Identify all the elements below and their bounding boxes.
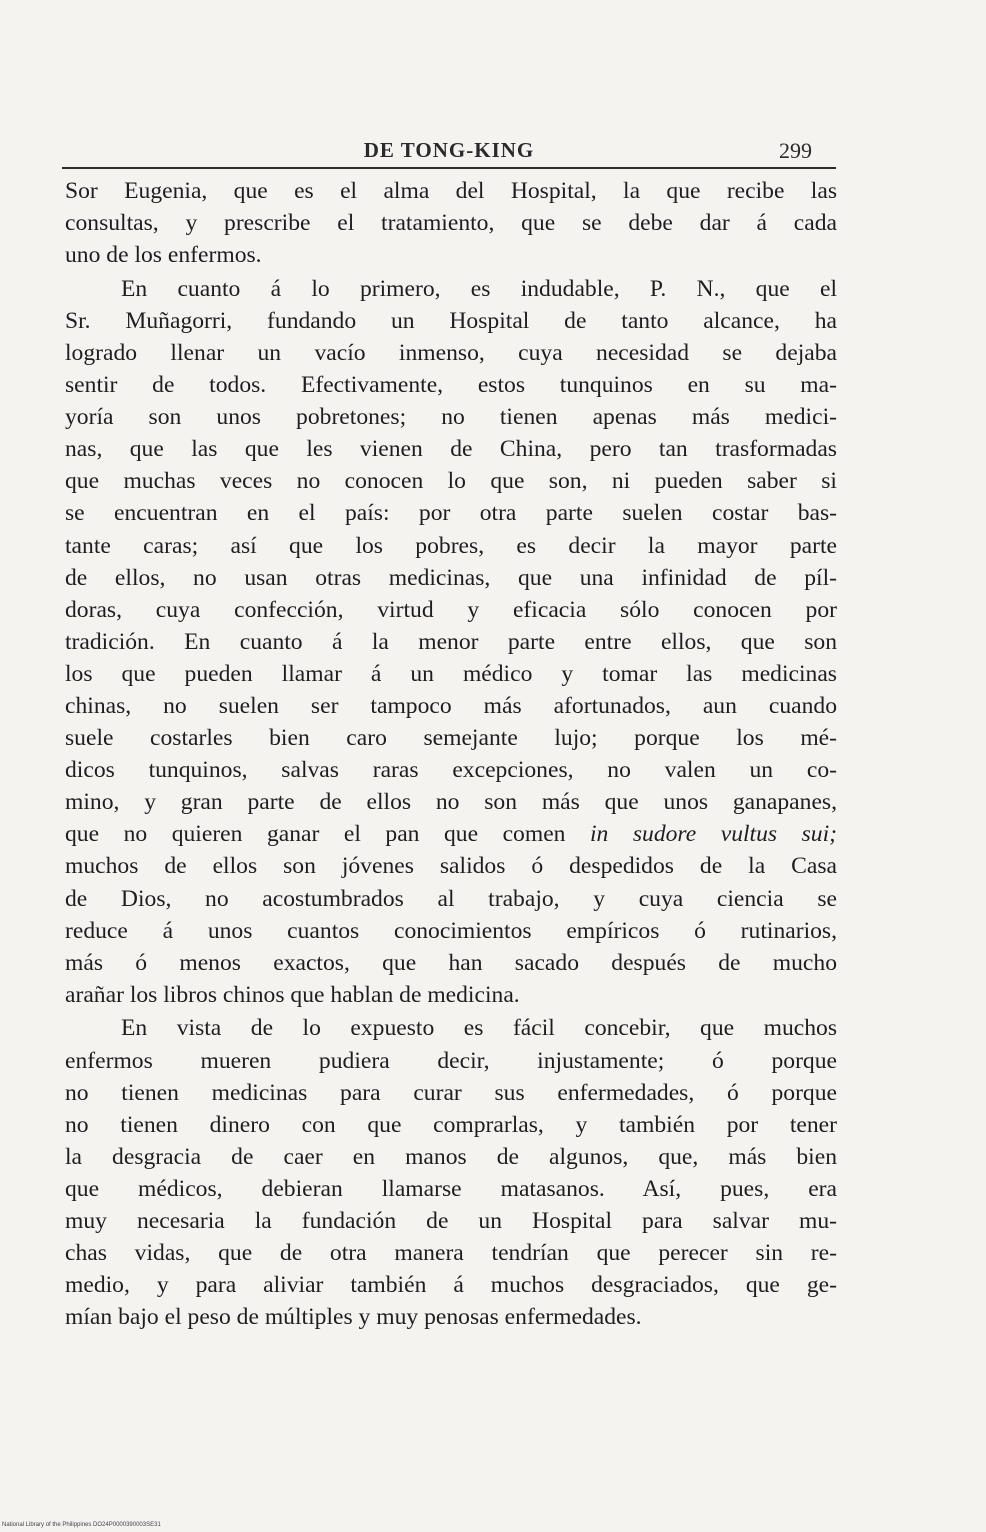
text-line: de ellos, no usan otras medicinas, que una infinidad de píl- xyxy=(65,564,837,591)
text-line: consultas, y prescribe el tratamiento, que se debe dar á cada xyxy=(65,210,837,237)
header-title: DE TONG-KING xyxy=(363,138,535,162)
text-line: doras, cuya confección, virtud y eficacia sólo conocen por xyxy=(65,596,837,623)
text-line: mían bajo el peso de múltiples y muy penosas enfermedades. xyxy=(65,1304,642,1331)
text-line: En vista de lo expuesto es fácil concebir, que muchos xyxy=(121,1015,837,1042)
body-text xyxy=(65,175,837,1333)
library-footer-note: National Library of the Philippines DO24P0000390003SE31 xyxy=(2,1522,161,1528)
text-line: dicos tunquinos, salvas raras excepciones, no valen un co- xyxy=(65,757,837,784)
text-line: reduce á unos cuantos conocimientos empíricos ó rutinarios, xyxy=(65,917,837,944)
text-line-with-italic xyxy=(65,818,837,850)
text-line: enfermos mueren pudiera decir, injustamente; ó porque xyxy=(65,1047,837,1074)
text-line: yoría son unos pobretones; no tienen apenas más medici- xyxy=(65,404,837,431)
text-line: más ó menos exactos, que han sacado después de mucho xyxy=(65,949,837,976)
text-line: chas vidas, que de otra manera tendrían que perecer sin re- xyxy=(65,1240,837,1267)
text-line: chinas, no suelen ser tampoco más afortunados, aun cuando xyxy=(65,693,837,719)
text-line: de Dios, no acostumbrados al trabajo, y cuya ciencia se xyxy=(65,885,837,912)
text-line: sentir de todos. Efectivamente, estos tunquinos en su ma- xyxy=(65,372,837,399)
paragraph-2 xyxy=(65,273,837,1011)
text-line: nas, que las que les vienen de China, pero tan trasformadas xyxy=(65,436,837,463)
text-line: Sor Eugenia, que es el alma del Hospital, la que recibe las xyxy=(65,178,837,204)
text-line: que médicos, debieran llamarse matasanos. Así, pues, era xyxy=(65,1175,837,1202)
text-line-start: que no quieren ganar el pan que comen xyxy=(65,821,590,848)
text-line: los que pueden llamar á un médico y tomar las medicinas xyxy=(65,660,837,687)
text-line: medio, y para aliviar también á muchos desgraciados, que ge- xyxy=(65,1272,837,1299)
text-line: uno de los enfermos. xyxy=(65,242,262,269)
text-line: mino, y gran parte de ellos no son más que unos ganapanes, xyxy=(65,789,837,816)
text-line: muchos de ellos son jóvenes salidos ó despedidos de la Casa xyxy=(65,853,837,880)
text-line: Sr. Muñagorri, fundando un Hospital de tanto alcance, ha xyxy=(65,307,837,334)
text-line: se encuentran en el país: por otra parte suelen costar bas- xyxy=(65,500,837,527)
text-line: la desgracia de caer en manos de algunos, que, más bien xyxy=(65,1143,837,1170)
text-line: muy necesaria la fundación de un Hospital para salvar mu- xyxy=(65,1208,837,1234)
text-line: arañar los libros chinos que hablan de medicina. xyxy=(65,981,520,1008)
text-line: En cuanto á lo primero, es indudable, P. N., que el xyxy=(121,275,837,302)
running-header xyxy=(60,136,838,164)
text-line: suele costarles bien caro semejante lujo; porque los mé- xyxy=(65,725,837,752)
text-line: tradición. En cuanto á la menor parte entre ellos, que son xyxy=(65,628,837,655)
latin-phrase: in sudore vultus sui; xyxy=(589,821,837,848)
text-line: no tienen dinero con que comprarlas, y también por tener xyxy=(65,1111,837,1138)
text-line: no tienen medicinas para curar sus enfermedades, ó porque xyxy=(65,1079,837,1106)
paragraph-3 xyxy=(65,1012,837,1333)
paragraph-1 xyxy=(65,175,837,271)
page-number: 299 xyxy=(779,138,812,163)
text-line: logrado llenar un vacío inmenso, cuya necesidad se dejaba xyxy=(65,339,837,366)
text-line: que muchas veces no conocen lo que son, ni pueden saber si xyxy=(65,468,837,495)
text-line: tante caras; así que los pobres, es decir la mayor parte xyxy=(65,532,837,559)
header-rule xyxy=(62,167,836,169)
